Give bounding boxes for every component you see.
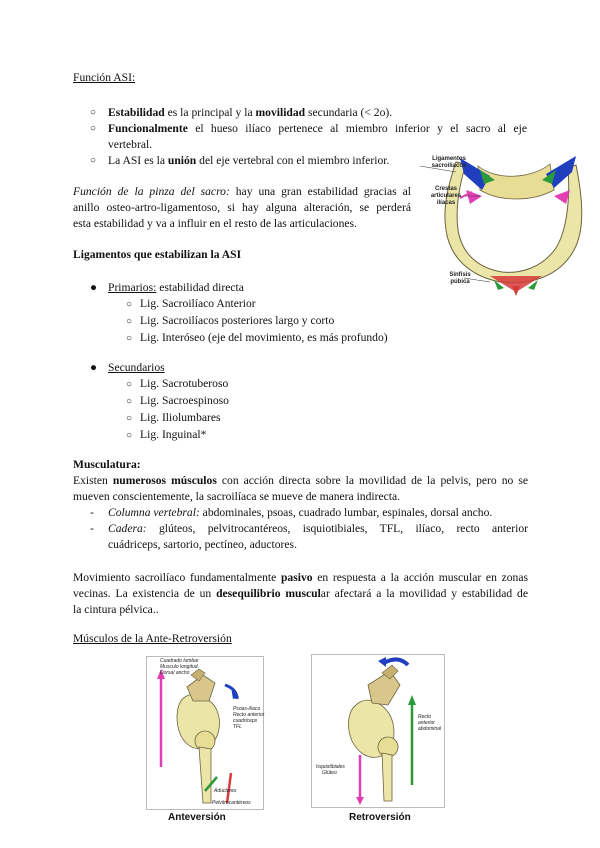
label-ligamentos-sacroiliacos: Ligamentos sacroiliacos — [431, 156, 467, 169]
ante-label-aductores: Aductores — [214, 788, 237, 794]
label-crestas: Crestas articulares ilíacas — [430, 186, 462, 206]
secundarios-item: ● Secundarios — [90, 361, 165, 374]
musculatura-title: Musculatura: — [73, 458, 141, 471]
ante-retro-title: Músculos de la Ante-Retroversión — [73, 632, 232, 645]
anteversion-caption: Anteversión — [168, 812, 226, 823]
bullet-funcionalmente: ○ Funcionalmente el hueso ilíaco pertenece al miembro inferior y el sacro al eje vertebral. — [90, 122, 527, 151]
pinza-paragraph: Función de la pinza del sacro: hay una gran estabilidad gracias al anillo osteo-artro-ligamentoso, si hay alguna alteración, se perderá esta estabilidad y va a influir en el resto de las articulaciones. — [73, 185, 411, 230]
cadera-item: - Cadera: glúteos, pelvitrocantéreos, isquiotibiales, TFL, ilíaco, recto anterior cuádriceps, sartorio, pectíneo, aductores. — [90, 522, 528, 551]
secundarios-list: ○ Lig. Sacrotuberoso ○ Lig. Sacroespinoso ○ Lig. Iliolumbares ○ Lig. Inguinal* — [126, 377, 229, 441]
section-title-funcion: Función ASI: — [73, 71, 136, 84]
bullet-union: ○ La ASI es la unión del eje vertebral con el miembro inferior. — [90, 154, 390, 167]
ante-labels-top: Cuadrado lumbar Musculo longitud. Dorsal ancho — [160, 658, 199, 676]
retro-labels-bottom: Isquiotibiales Glúteo — [316, 764, 345, 776]
bullet-estabilidad: ○ Estabilidad es la principal y la movilidad secundaria (< 2o). — [90, 106, 393, 119]
ante-labels-mid: Psoas-ilíaco Recto anterior cuadriceps TFL — [233, 706, 265, 730]
label-sinfisis: Sinfisis púbica — [449, 272, 471, 285]
movimiento-paragraph: Movimiento sacroilíaco fundamentalmente pasivo en respuesta a la acción muscular en zonas vecinas. La existencia de un desequilibrio muscular afectará a la movilidad y estabilidad de la cintura pélvica.. — [73, 571, 528, 616]
ligamentos-title: Ligamentos que estabilizan la ASI — [73, 248, 242, 261]
primarios-list: ○ Lig. Sacroilíaco Anterior ○ Lig. Sacroilíacos posteriores largo y corto ○ Lig. Interóseo (eje del movimiento, es más profundo) — [126, 297, 388, 344]
columna-item: - Columna vertebral: abdominales, psoas, cuadrado lumbar, espinales, dorsal ancho. — [90, 506, 493, 519]
musculatura-paragraph: Existen numerosos músculos con acción directa sobre la movilidad de la pelvis, pero no se mueven conscientemente, la sacroilíaca se mueve de manera indirecta. — [73, 474, 528, 503]
retro-label-recto: Recto anterior abdominal — [418, 714, 442, 732]
anteversion-figure — [146, 656, 264, 810]
ante-label-pelvitrocantereos: Pelvitrocantéreos — [212, 800, 251, 806]
retroversion-caption: Retroversión — [349, 812, 411, 823]
primarios-item: ● Primarios: estabilidad directa — [90, 281, 244, 294]
